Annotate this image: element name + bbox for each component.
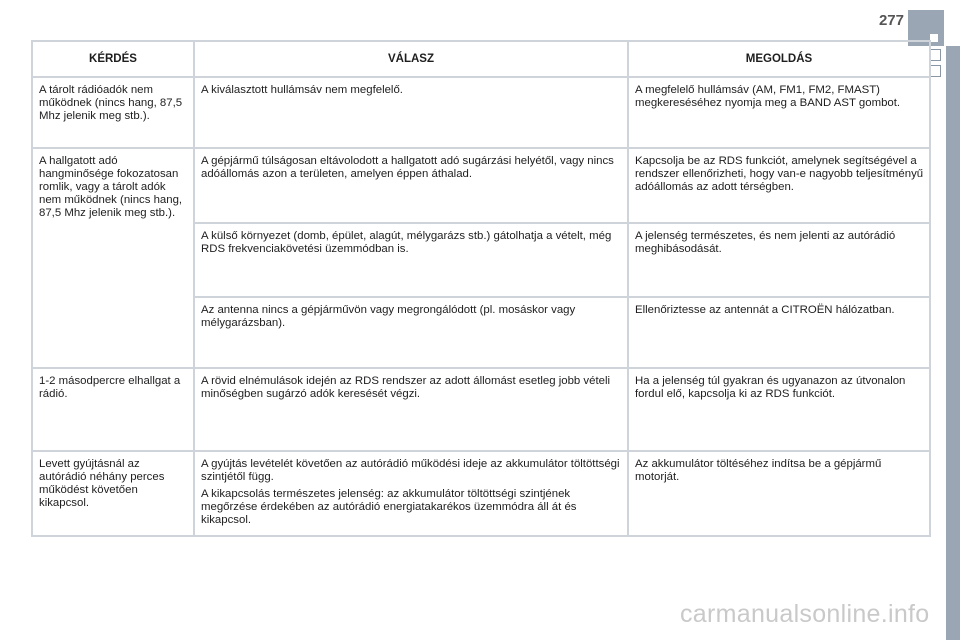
answer-cell: A kiválasztott hullámsáv nem megfelelő. [194, 77, 628, 148]
corner-square-icon [930, 34, 938, 42]
table-row [32, 148, 930, 223]
side-bar [946, 46, 960, 640]
answer-paragraph: A gyújtás levételét követően az autórádió működési ideje az akkumulátor töltöttségi szintjétől függ. [201, 458, 620, 483]
question-cell: 1-2 másodpercre elhallgat a rádió. [32, 368, 194, 451]
table-header-row [32, 41, 930, 77]
table-row [32, 77, 930, 148]
solution-cell: Az akkumulátor töltéséhez indítsa be a gépjármű motorját. [628, 451, 930, 536]
question-cell: A hallgatott adó hangminősége fokozatosan romlik, vagy a tárolt adók nem működnek (nincs hang, 87,5 Mhz jelenik meg stb.). [32, 148, 194, 368]
answer-cell: A külső környezet (domb, épület, alagút, mélygarázs stb.) gátolhatja a vételt, még RDS frekvenciakövetési üzemmódban is. [194, 223, 628, 297]
question-cell: Levett gyújtásnál az autórádió néhány perces működést követően kikapcsol. [32, 451, 194, 536]
watermark: carmanualsonline.info [680, 600, 930, 628]
solution-cell: A jelenség természetes, és nem jelenti az autórádió meghibásodását. [628, 223, 930, 297]
solution-cell: Ellenőriztesse az antennát a CITROËN hálózatban. [628, 297, 930, 368]
answer-cell: A rövid elnémulások idején az RDS rendszer az adott állomást esetleg jobb vételi minőségben sugárzó adók keresését végzi. [194, 368, 628, 451]
faq-table [31, 40, 931, 537]
table-row [32, 451, 930, 536]
table-row [32, 368, 930, 451]
solution-cell: Kapcsolja be az RDS funkciót, amelynek segítségével a rendszer ellenőrizheti, hogy van-e nagyobb teljesítményű adóállomás az adott térségben. [628, 148, 930, 223]
header-solution: MEGOLDÁS [628, 41, 930, 77]
header-answer: VÁLASZ [194, 41, 628, 77]
page-number: 277 [878, 12, 904, 29]
answer-paragraph: A kikapcsolás természetes jelenség: az akkumulátor töltöttségi szintjének megőrzése érdekében az autórádió energiatakarékos üzemmódra áll át és kikapcsol. [201, 488, 577, 526]
answer-cell: Az antenna nincs a gépjárművön vagy megrongálódott (pl. mosáskor vagy mélygarázsban). [194, 297, 628, 368]
answer-cell: A gépjármű túlságosan eltávolodott a hallgatott adó sugárzási helyétől, vagy nincs adóállomás azon a területen, amelyen éppen áthalad. [194, 148, 628, 223]
solution-cell: A megfelelő hullámsáv (AM, FM1, FM2, FMAST) megkereséséhez nyomja meg a BAND AST gombot. [628, 77, 930, 148]
header-question: KÉRDÉS [32, 41, 194, 77]
answer-cell [194, 451, 628, 536]
solution-cell: Ha a jelenség túl gyakran és ugyanazon az útvonalon fordul elő, kapcsolja ki az RDS funkciót. [628, 368, 930, 451]
question-cell: A tárolt rádióadók nem működnek (nincs hang, 87,5 Mhz jelenik meg stb.). [32, 77, 194, 148]
